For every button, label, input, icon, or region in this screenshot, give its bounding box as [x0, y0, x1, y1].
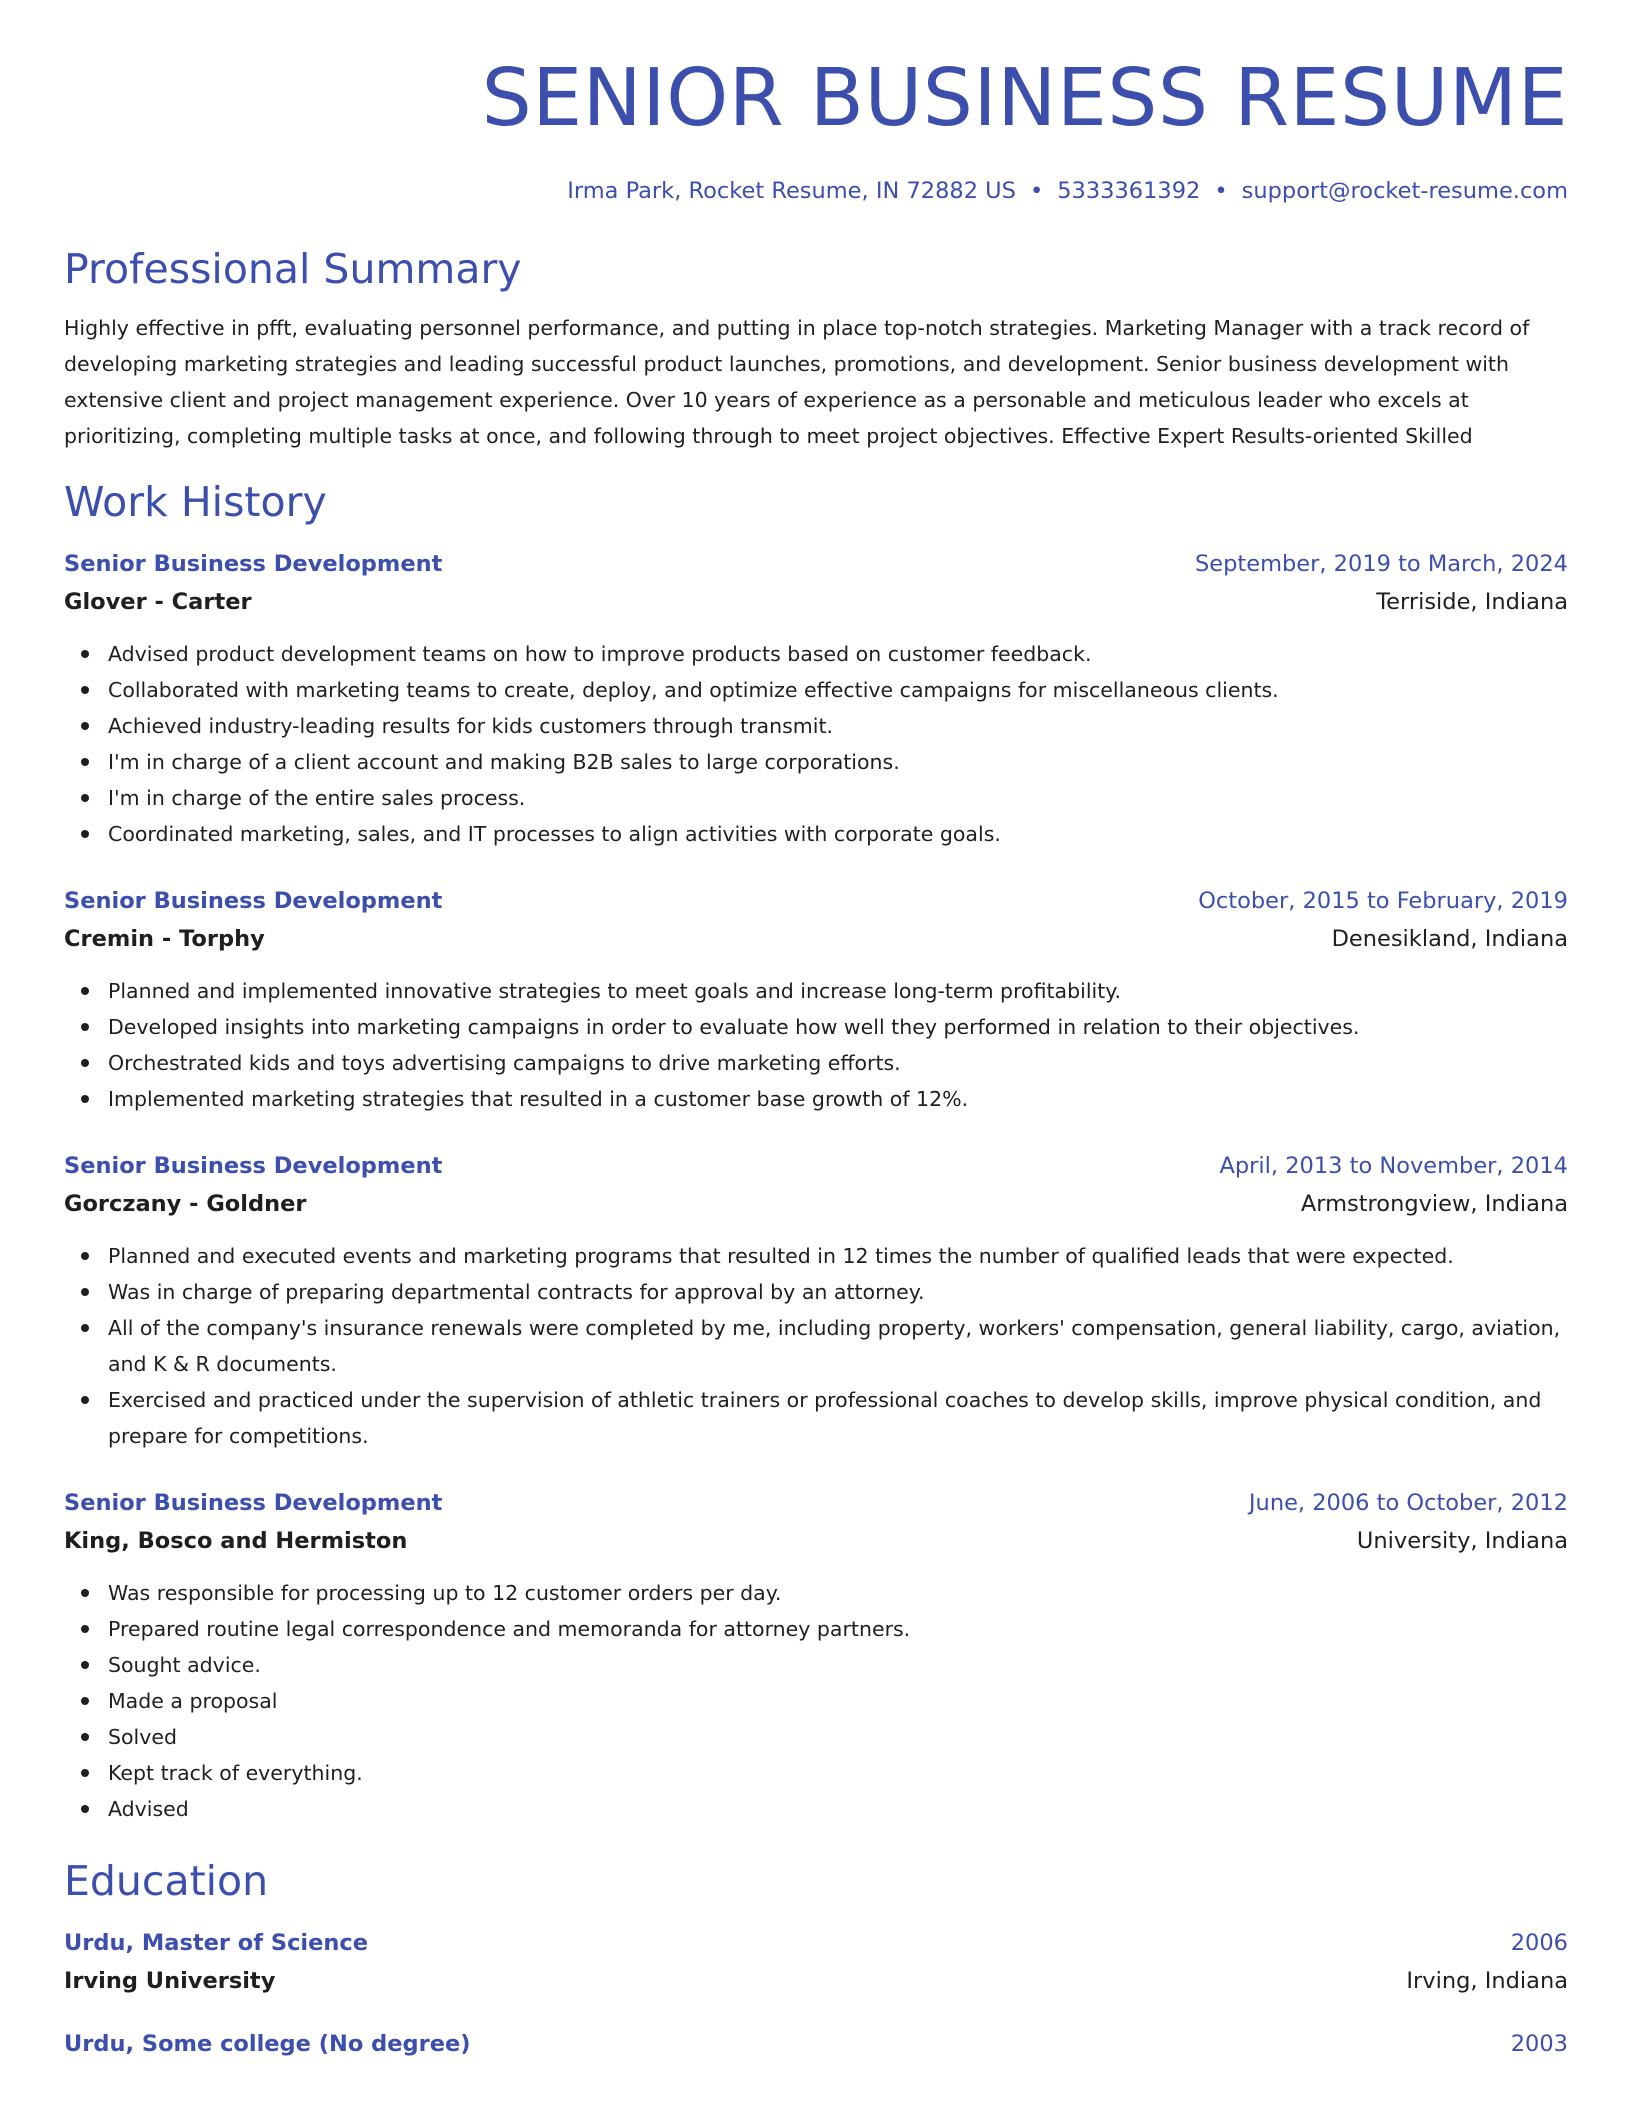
education-header — [64, 1929, 1568, 1956]
job-bullets — [64, 636, 1568, 852]
job-subheader — [64, 1193, 1568, 1216]
job-subheader — [64, 591, 1568, 614]
job-location: Armstrongview, Indiana — [1300, 1191, 1568, 1217]
education-year: 2003 — [1510, 2030, 1568, 2057]
separator-dot: • — [1029, 178, 1044, 204]
job-bullets — [64, 1238, 1568, 1454]
job-entry — [64, 550, 1568, 852]
job-bullet: Was in charge of preparing departmental contracts for approval by an attorney. — [108, 1274, 1568, 1310]
job-company: Glover - Carter — [64, 589, 252, 615]
education-entry — [64, 2030, 1568, 2057]
job-dates: September, 2019 to March, 2024 — [1195, 550, 1568, 577]
job-bullet: Developed insights into marketing campaigns in order to evaluate how well they performed in relation to their objectives. — [108, 1009, 1568, 1045]
job-bullet: Collaborated with marketing teams to create, deploy, and optimize effective campaigns for miscellaneous clients. — [108, 672, 1568, 708]
separator-dot: • — [1214, 178, 1228, 204]
job-bullet: Made a proposal — [108, 1683, 1568, 1719]
job-title: Senior Business Development — [64, 887, 443, 914]
job-bullet: Coordinated marketing, sales, and IT processes to align activities with corporate goals. — [108, 816, 1568, 852]
job-header — [64, 887, 1568, 914]
contact-address: Irma Park, Rocket Resume, IN 72882 US — [567, 178, 1016, 204]
job-header — [64, 1152, 1568, 1179]
contact-email[interactable]: support@rocket-resume.com — [1241, 178, 1568, 204]
job-dates: April, 2013 to November, 2014 — [1219, 1152, 1568, 1179]
resume-title: SENIOR BUSINESS RESUME — [481, 52, 1568, 144]
education-heading: Education — [64, 1856, 269, 1905]
job-header — [64, 550, 1568, 577]
job-subheader — [64, 928, 1568, 951]
work-history-heading: Work History — [64, 477, 327, 526]
job-bullets — [64, 1575, 1568, 1827]
summary-text: Highly effective in pfft, evaluating personnel performance, and putting in place top-notch strategies. Marketing Manager with a track record of developing marketing strategies and leading successful product launches, promotions, and development. Senior business development with extensive client and project management experience. Over 10 years of experience as a personable and meticulous leader who excels at prioritizing, completing multiple tasks at once, and following through to meet project objectives. Effective Expert Results-oriented Skilled — [64, 315, 1530, 448]
job-entry — [64, 887, 1568, 1117]
education-subheader — [64, 1970, 1568, 1993]
job-bullets — [64, 973, 1568, 1117]
job-location: Denesikland, Indiana — [1331, 926, 1568, 952]
education-school: Irving University — [64, 1968, 276, 1994]
contact-line — [64, 180, 1568, 203]
job-bullet: I'm in charge of a client account and making B2B sales to large corporations. — [108, 744, 1568, 780]
job-bullet: Orchestrated kids and toys advertising campaigns to drive marketing efforts. — [108, 1045, 1568, 1081]
job-bullet: Planned and implemented innovative strategies to meet goals and increase long-term profitability. — [108, 973, 1568, 1009]
job-bullet: Prepared routine legal correspondence and memoranda for attorney partners. — [108, 1611, 1568, 1647]
contact-phone: 5333361392 — [1057, 178, 1201, 204]
job-bullet: Implemented marketing strategies that resulted in a customer base growth of 12%. — [108, 1081, 1568, 1117]
job-title: Senior Business Development — [64, 1489, 443, 1516]
job-location: University, Indiana — [1356, 1528, 1568, 1554]
job-entry — [64, 1489, 1568, 1827]
summary-heading: Professional Summary — [64, 244, 522, 293]
job-bullet: Kept track of everything. — [108, 1755, 1568, 1791]
education-degree: Urdu, Master of Science — [64, 1929, 368, 1956]
job-company: King, Bosco and Hermiston — [64, 1528, 408, 1554]
job-bullet: Planned and executed events and marketing programs that resulted in 12 times the number of qualified leads that were expected. — [108, 1238, 1568, 1274]
job-company: Gorczany - Goldner — [64, 1191, 307, 1217]
education-degree: Urdu, Some college (No degree) — [64, 2030, 471, 2057]
job-location: Terriside, Indiana — [1376, 589, 1568, 615]
education-header — [64, 2030, 1568, 2057]
job-bullet: All of the company's insurance renewals were completed by me, including property, workers' compensation, general liability, cargo, aviation, and K & R documents. — [108, 1310, 1568, 1382]
education-entry — [64, 1929, 1568, 1994]
job-bullet: Achieved industry-leading results for kids customers through transmit. — [108, 708, 1568, 744]
job-title: Senior Business Development — [64, 1152, 443, 1179]
job-bullet: Exercised and practiced under the supervision of athletic trainers or professional coaches to develop skills, improve physical condition, and prepare for competitions. — [108, 1382, 1568, 1454]
job-entry — [64, 1152, 1568, 1454]
job-subheader — [64, 1530, 1568, 1553]
job-bullet: Was responsible for processing up to 12 customer orders per day. — [108, 1575, 1568, 1611]
job-bullet: Solved — [108, 1719, 1568, 1755]
job-bullet: Advised product development teams on how to improve products based on customer feedback. — [108, 636, 1568, 672]
job-bullet: Sought advice. — [108, 1647, 1568, 1683]
job-bullet: I'm in charge of the entire sales process. — [108, 780, 1568, 816]
education-location: Irving, Indiana — [1406, 1968, 1568, 1994]
education-year: 2006 — [1510, 1929, 1568, 1956]
job-dates: October, 2015 to February, 2019 — [1198, 887, 1568, 914]
job-company: Cremin - Torphy — [64, 926, 265, 952]
job-dates: June, 2006 to October, 2012 — [1248, 1489, 1568, 1516]
job-title: Senior Business Development — [64, 550, 443, 577]
job-header — [64, 1489, 1568, 1516]
job-bullet: Advised — [108, 1791, 1568, 1827]
